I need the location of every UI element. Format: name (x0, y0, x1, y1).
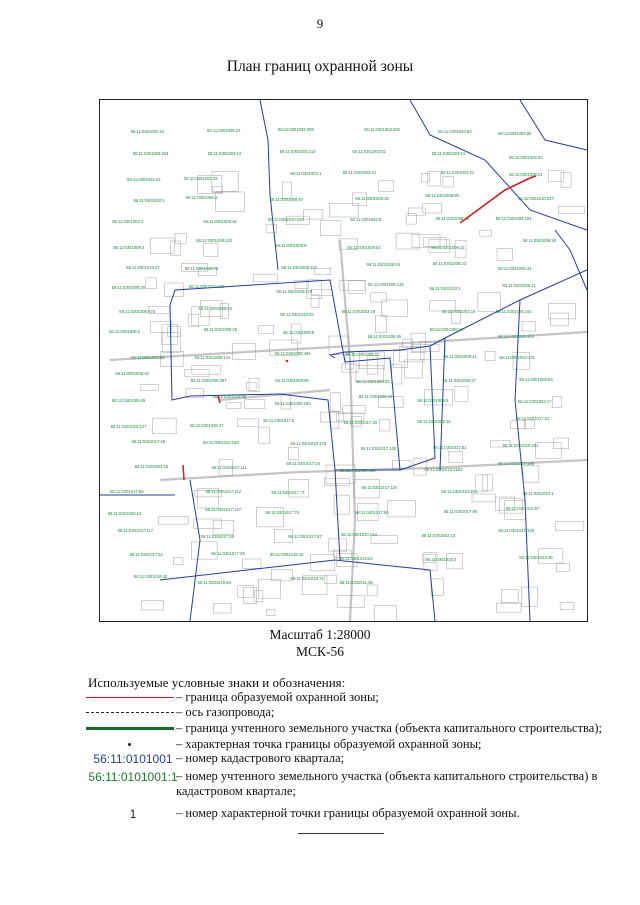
legend-item-point-number (78, 806, 618, 822)
parcel-outline (371, 293, 387, 302)
scale-block (0, 626, 640, 660)
footer-rule (298, 833, 384, 834)
dash-line-symbol (86, 712, 174, 713)
parcel-label: 56:11:0301006:44 (358, 394, 393, 400)
parcel-label: 56:11:0301008:53 (347, 244, 381, 250)
parcel-label: 56:11:0301008:25 (111, 284, 146, 290)
quarter-boundary (445, 270, 587, 338)
parcel-label: 56:11:0301002:24 (130, 129, 165, 134)
parcel-label: 56:11:0301009:52 (356, 378, 390, 384)
parcel-label: 56:11:0301010:150 (203, 440, 239, 445)
parcel-outline (259, 325, 274, 333)
parcel-label: 56:11:0301010:84 (280, 311, 314, 317)
parcel-label: 56:11:0301008:97 (269, 197, 304, 203)
parcel-label: 56:11:0301018:84 (197, 579, 231, 585)
parcel-outline (244, 400, 265, 409)
parcel-outline (168, 327, 181, 337)
parcel-outline (367, 585, 377, 596)
parcel-outline (170, 241, 180, 255)
parcel-outline (311, 295, 319, 307)
parcel-outline (192, 366, 221, 375)
parcel-label: 56:11:0301018:40 (133, 573, 168, 579)
parcel-label: 56:11:0301009:41 (443, 353, 477, 359)
parcel-outline (472, 494, 495, 502)
parcel-outline (288, 447, 298, 459)
parcel-label: 56:11:0301002:14 (107, 511, 142, 517)
parcel-label: 56:11:0301010:168 (339, 468, 376, 474)
parcel-label: 56:11:0301003:299 (278, 126, 314, 132)
parcel-label: 56:11:0301003:61 (431, 150, 466, 156)
parcel-label: 56:11:0301009:49 (111, 397, 146, 403)
road-line (340, 240, 355, 621)
legend-item-parcel-number (78, 769, 618, 801)
parcel-label: 56:11:0301006:387 (190, 378, 227, 384)
parcel-outline (324, 478, 349, 485)
parcel-label: 56:11:0301017:112 (205, 488, 242, 494)
parcel-number-sample: 56:11:0101001:1 (88, 770, 178, 784)
parcel-outline (381, 300, 407, 317)
parcel-label: 56:11:0301010:27 (126, 264, 160, 270)
parcel-label: 56:11:0301010:78 (184, 266, 219, 272)
road-lines (107, 237, 587, 621)
legend-text: – граница образуемой охранной зоны; (176, 690, 379, 704)
dot-symbol (128, 743, 131, 746)
parcel-outline (173, 558, 183, 565)
parcel-outline (388, 501, 416, 517)
parcel-outline (259, 579, 281, 599)
parcel-label: 56:11:0301010:2162 (424, 466, 463, 472)
parcel-outline (204, 244, 218, 257)
page-number: 9 (316, 16, 324, 31)
parcel-label: 56:11:0301008:64 (198, 305, 232, 311)
parcel-label: 56:11:0301017:130 (360, 445, 397, 451)
parcel-label: 56:11:0301010:127 (110, 423, 147, 429)
parcel-label: 56:11:0301018:42 (269, 551, 304, 557)
parcel-outline (325, 575, 337, 584)
parcel-outline (558, 207, 584, 214)
parcel-outline (431, 579, 443, 596)
parcel-outline (243, 559, 261, 568)
parcel-outline (146, 278, 157, 289)
parcel-outline (249, 379, 259, 392)
parcel-label: 56:11:0301010:175 (290, 441, 327, 447)
parcel-outline (443, 176, 454, 187)
parcel-label: 56:11:0301010:101 (499, 354, 535, 360)
parcel-label: 56:11:0301002:16 (417, 418, 451, 424)
parcel-outline (329, 203, 358, 217)
parcel-label: 56:11:0301017:71 (271, 490, 305, 496)
parcel-label: 56:11:0301006:45 (367, 333, 402, 339)
parcel-label: 56:11:0301006:11 (502, 282, 536, 288)
legend-item-gas-axis (78, 705, 618, 721)
parcel-label: 56:11:0301008:80 (425, 192, 459, 198)
parcel-label: 56:11:0301009:5 (417, 398, 449, 404)
parcel-outline (553, 396, 562, 407)
parcel-outline (379, 181, 394, 192)
parcel-label: 56:11:0301006:44 (498, 266, 532, 272)
point-number-sample: 1 (129, 807, 137, 821)
parcel-outline (375, 315, 386, 332)
parcel-label: 56:11:0301008:9 (275, 242, 307, 248)
quarter-boundary (555, 230, 587, 290)
parcel-outline (226, 402, 241, 408)
parcel-label: 56:11:0301008:38 (522, 237, 556, 243)
parcel-outline (421, 173, 429, 182)
parcel-label: 56:11:0301017:5 (263, 417, 295, 423)
parcel-label: 56:11:0301003:93 (438, 129, 472, 135)
parcel-label: 56:11:0301003:254 (132, 150, 169, 156)
quarter-boundaries (100, 100, 587, 621)
parcel-outline (162, 325, 178, 345)
parcel-label: 56:11:0301003:64 (207, 150, 242, 156)
legend-title: Используемые условные знаки и обозначения: (88, 675, 346, 690)
parcel-label: 56:11:0301010:237 (518, 196, 554, 202)
legend-text: – ось газопровода; (176, 705, 275, 719)
parcel-label: 56:11:0301017:147 (205, 507, 242, 513)
parcel-outline (159, 517, 189, 525)
cadastral-map (99, 99, 588, 622)
parcel-label: 56:11:0301017:55 (200, 534, 234, 540)
parcel-label: 56:11:0301010:144 (341, 531, 377, 537)
parcel-label: 56:11:0301017:51 (129, 552, 164, 558)
red-line-symbol (86, 697, 174, 698)
quarter-boundary (410, 100, 587, 230)
legend-text: – номер учтенного земельного участка (объекта капитального строительства) в кадастровом квартале; (176, 769, 598, 798)
parcel-label: 56:11:0301006:8 (283, 330, 315, 336)
parcel-outline (480, 230, 492, 236)
quarter-boundary (400, 346, 435, 470)
green-line-symbol (86, 727, 174, 730)
parcel-outline (238, 419, 259, 427)
legend-text: – граница учтенного земельного участка (объекта капитального строительства); (176, 721, 602, 735)
parcel-label: 56:11:0301017:119 (361, 485, 397, 491)
parcel-label: 56:11:0301010:1 (522, 490, 554, 496)
parcel-label: 56:11:0301017:51 (433, 445, 467, 451)
parcel-label: 56:11:0301009:98 (275, 377, 309, 383)
zone-boundary-line (183, 465, 184, 480)
parcel-outline (331, 412, 339, 429)
parcel-label: 56:11:0301006:102 (495, 308, 532, 314)
parcel-outline (561, 172, 571, 187)
parcel-outline (247, 383, 257, 391)
parcel-outline (379, 420, 390, 432)
parcel-label: 56:11:0301010:1 (429, 286, 461, 291)
parcel-label: 56:11:0301002:22 (184, 176, 218, 182)
parcel-label: 56:11:0301002:3 (112, 218, 144, 224)
parcel-outline (455, 387, 468, 402)
parcel-label: 56:11:0301003:95 (498, 131, 532, 137)
parcel-label: 56:11:0301003:62 (352, 148, 386, 154)
parcel-label: 56:11:0301010:104 (498, 333, 534, 339)
legend-item-zone-boundary (78, 690, 618, 706)
parcel-label: 56:11:0301017:90 (443, 509, 478, 515)
parcel-outline (259, 428, 270, 444)
parcel-outline (151, 238, 175, 254)
parcel-label: 56:11:0301008:132 (196, 238, 233, 244)
parcel-outline (448, 451, 462, 462)
parcel-label: 56:11:0301003:41 (342, 169, 377, 175)
parcel-label: 56:11:0301010:161 (502, 443, 539, 449)
parcel-label: 56:11:0301002:17 (518, 398, 552, 404)
parcel-outline (266, 224, 277, 233)
parcel-label: 56:11:0301006:31 (431, 244, 465, 250)
parcel-label: 56:11:0301009:22 (345, 352, 380, 358)
parcel-outline (254, 274, 278, 282)
parcel-label: 56:11:0301003:214 (279, 149, 316, 155)
parcel-outline (475, 475, 487, 491)
parcel-outline (142, 601, 164, 611)
parcel-label: 56:11:0301008:44 (366, 262, 400, 268)
parcel-label: 56:11:0301008:4 (185, 194, 218, 200)
parcel-outline (343, 406, 366, 413)
parcel-outline (497, 249, 513, 261)
parcel-label: 56:11:0301003:63 (509, 154, 543, 160)
parcel-label: 56:11:0301008:184 (495, 216, 532, 222)
parcel-label: 56:11:0301002:5 (133, 198, 165, 204)
parcel-outline (349, 280, 366, 293)
parcel-outline (216, 192, 245, 212)
zone-point (286, 360, 289, 363)
parcel-label: 56:11:0301017:80 (355, 509, 389, 515)
legend-text: – характерная точка границы образуемой охранной зоны; (176, 737, 482, 751)
parcel-outline (151, 321, 172, 332)
parcel-label: 56:11:0301006:475 (119, 309, 156, 315)
parcel-label: 56:11:0301010:228 (268, 216, 304, 222)
quarter-boundary (160, 560, 435, 621)
parcel-outline (560, 603, 574, 610)
parcel-label: 56:11:0301017:117 (117, 527, 154, 533)
parcel-label: 56:11:0301018:24 (339, 555, 373, 561)
parcel-label: 56:11:0301010:154 (441, 489, 478, 494)
parcel-label: 56:11:0301006:479 (276, 288, 313, 294)
parcel-label: 56:11:0301006:37 (442, 378, 476, 384)
parcel-label: 56:11:0301011:35 (339, 579, 373, 585)
parcel-label: 56:11:0301006:47 (190, 423, 224, 429)
parcel-label: 56:11:0301017:24 (286, 461, 320, 466)
parcel-outline (556, 563, 569, 572)
legend-text: – номер характерной точки границы образуемой охранной зоны. (176, 806, 520, 820)
parcel-label: 56:11:0301010:88 (212, 393, 247, 399)
parcel-outline (523, 466, 539, 482)
parcel-outline (189, 314, 199, 326)
parcel-outline (485, 351, 495, 360)
parcel-label: 56:11:0301017:146 (498, 528, 534, 534)
legend-text: – номер кадастрового квартала; (176, 751, 345, 765)
parcel-outline (140, 384, 158, 390)
parcel-label: 56:11:0301002:23 (127, 177, 161, 183)
parcel-label: 56:11:0301003:282 (364, 127, 400, 133)
parcel-outline (482, 475, 492, 491)
parcel-outline (548, 304, 575, 319)
parcel-label: 56:11:0301008:44 (429, 327, 464, 332)
parcel-label: 56:11:0301008:46 (203, 218, 237, 224)
parcel-label: 56:11:0301006:135 (368, 281, 404, 287)
parcel-outline (551, 313, 569, 326)
parcel-label: 56:11:0301002:13 (421, 532, 456, 538)
parcel-label: 56:11:0301009:28 (203, 327, 238, 333)
quarter-boundary (335, 470, 340, 560)
parcel-label: 56:11:0301010:35 (519, 554, 553, 560)
quarter-number-sample: 56:11:0101001 (93, 752, 173, 766)
parcel-outline (320, 221, 341, 236)
parcel-label: 56:11:0301017:65 (110, 489, 144, 495)
parcel-outline (496, 603, 521, 612)
legend-item-quarter-number (78, 751, 618, 767)
parcel-label: 56:11:0301010:57 (505, 506, 540, 512)
parcel-label: 56:11:0301017:48 (131, 438, 166, 444)
parcel-label: 56:11:0301010:110 (188, 284, 225, 290)
parcel-outline (329, 539, 347, 551)
parcel-label: 56:11:0301006:107 (281, 265, 318, 271)
parcel-label: 56:11:0301009:3 (113, 244, 145, 250)
parcel-outline (267, 609, 275, 615)
parcel-label: 56:11:0301006:34 (115, 371, 149, 377)
parcel-label: 56:11:0301017:29 (211, 551, 245, 557)
parcel-outline (536, 443, 561, 459)
parcel-label: 56:11:0301017:108 (498, 460, 534, 466)
parcel-outline (304, 210, 323, 219)
parcel-label: 56:11:0301017:21 (515, 416, 550, 422)
parcel-label: 56:11:0301006:141 (194, 355, 231, 361)
map-drawing (100, 100, 587, 621)
parcel-outline (522, 322, 536, 331)
parcel-label: 56:11:0301017:79 (265, 510, 299, 516)
parcel-outline (282, 182, 291, 198)
parcel-label: 56:11:0301018:3 (425, 556, 457, 562)
parcel-label: 56:11:0301006:2 (109, 328, 141, 334)
parcel-outline (175, 233, 186, 244)
parcel-outline (184, 370, 209, 377)
page-title: План границ охранной зоны (226, 58, 414, 75)
parcel-label: 56:11:0301002:19 (441, 308, 476, 314)
parcel-outline (396, 233, 419, 249)
parcel-outline (394, 351, 408, 368)
parcel-outline (255, 591, 263, 602)
scale-ratio: Масштаб 1:28000 (269, 627, 371, 642)
parcel-outline (525, 420, 535, 428)
parcel-label: 56:11:0301006:190 (274, 401, 311, 406)
parcel-label: 56:11:0301002:18 (341, 309, 376, 315)
parcel-outline (213, 520, 234, 534)
parcel-label: 56:11:0301003:1 (290, 171, 322, 177)
parcel-label: 56:11:0301017:111 (211, 465, 247, 471)
parcel-outline (423, 204, 442, 213)
coordinate-system: МСК-56 (295, 644, 344, 659)
parcel-label: 56:11:0301002:8 (350, 216, 382, 222)
parcel-outline (213, 604, 231, 613)
legend-item-parcel-boundary (78, 721, 618, 737)
parcel-outline (399, 347, 424, 362)
parcel-label: 56:11:0301010:86 (131, 355, 165, 361)
parcel-label: 56:11:0301006:56 (519, 377, 553, 383)
parcel-label: 56:11:0301010:71 (290, 576, 324, 582)
parcel-outline (331, 393, 341, 411)
parcel-outline (501, 590, 518, 603)
parcel-label: 56:11:0301017:40 (343, 420, 378, 425)
parcel-outline (405, 360, 423, 378)
parcel-outline (367, 356, 378, 375)
parcel-label: 56:11:0301008:21 (509, 172, 543, 178)
parcel-label: 56:11:0301017:57 (288, 534, 322, 540)
parcel-outline (374, 606, 396, 621)
parcel-label: 56:11:0301006:494 (274, 350, 311, 356)
parcel-label: 56:11:0301002:21 (440, 170, 475, 175)
parcel-outline (153, 418, 177, 434)
parcel-label: 56:11:0301006:23 (432, 261, 467, 267)
parcel-label: 56:11:0301002:15 (134, 464, 169, 470)
parcel-label: 56:11:0301008:42 (435, 215, 470, 221)
parcel-label: 56:11:0301000:27 (207, 128, 241, 134)
parcel-outline (555, 521, 584, 530)
quarter-boundary (520, 100, 587, 150)
parcel-label: 56:11:0301008:33 (355, 196, 389, 201)
